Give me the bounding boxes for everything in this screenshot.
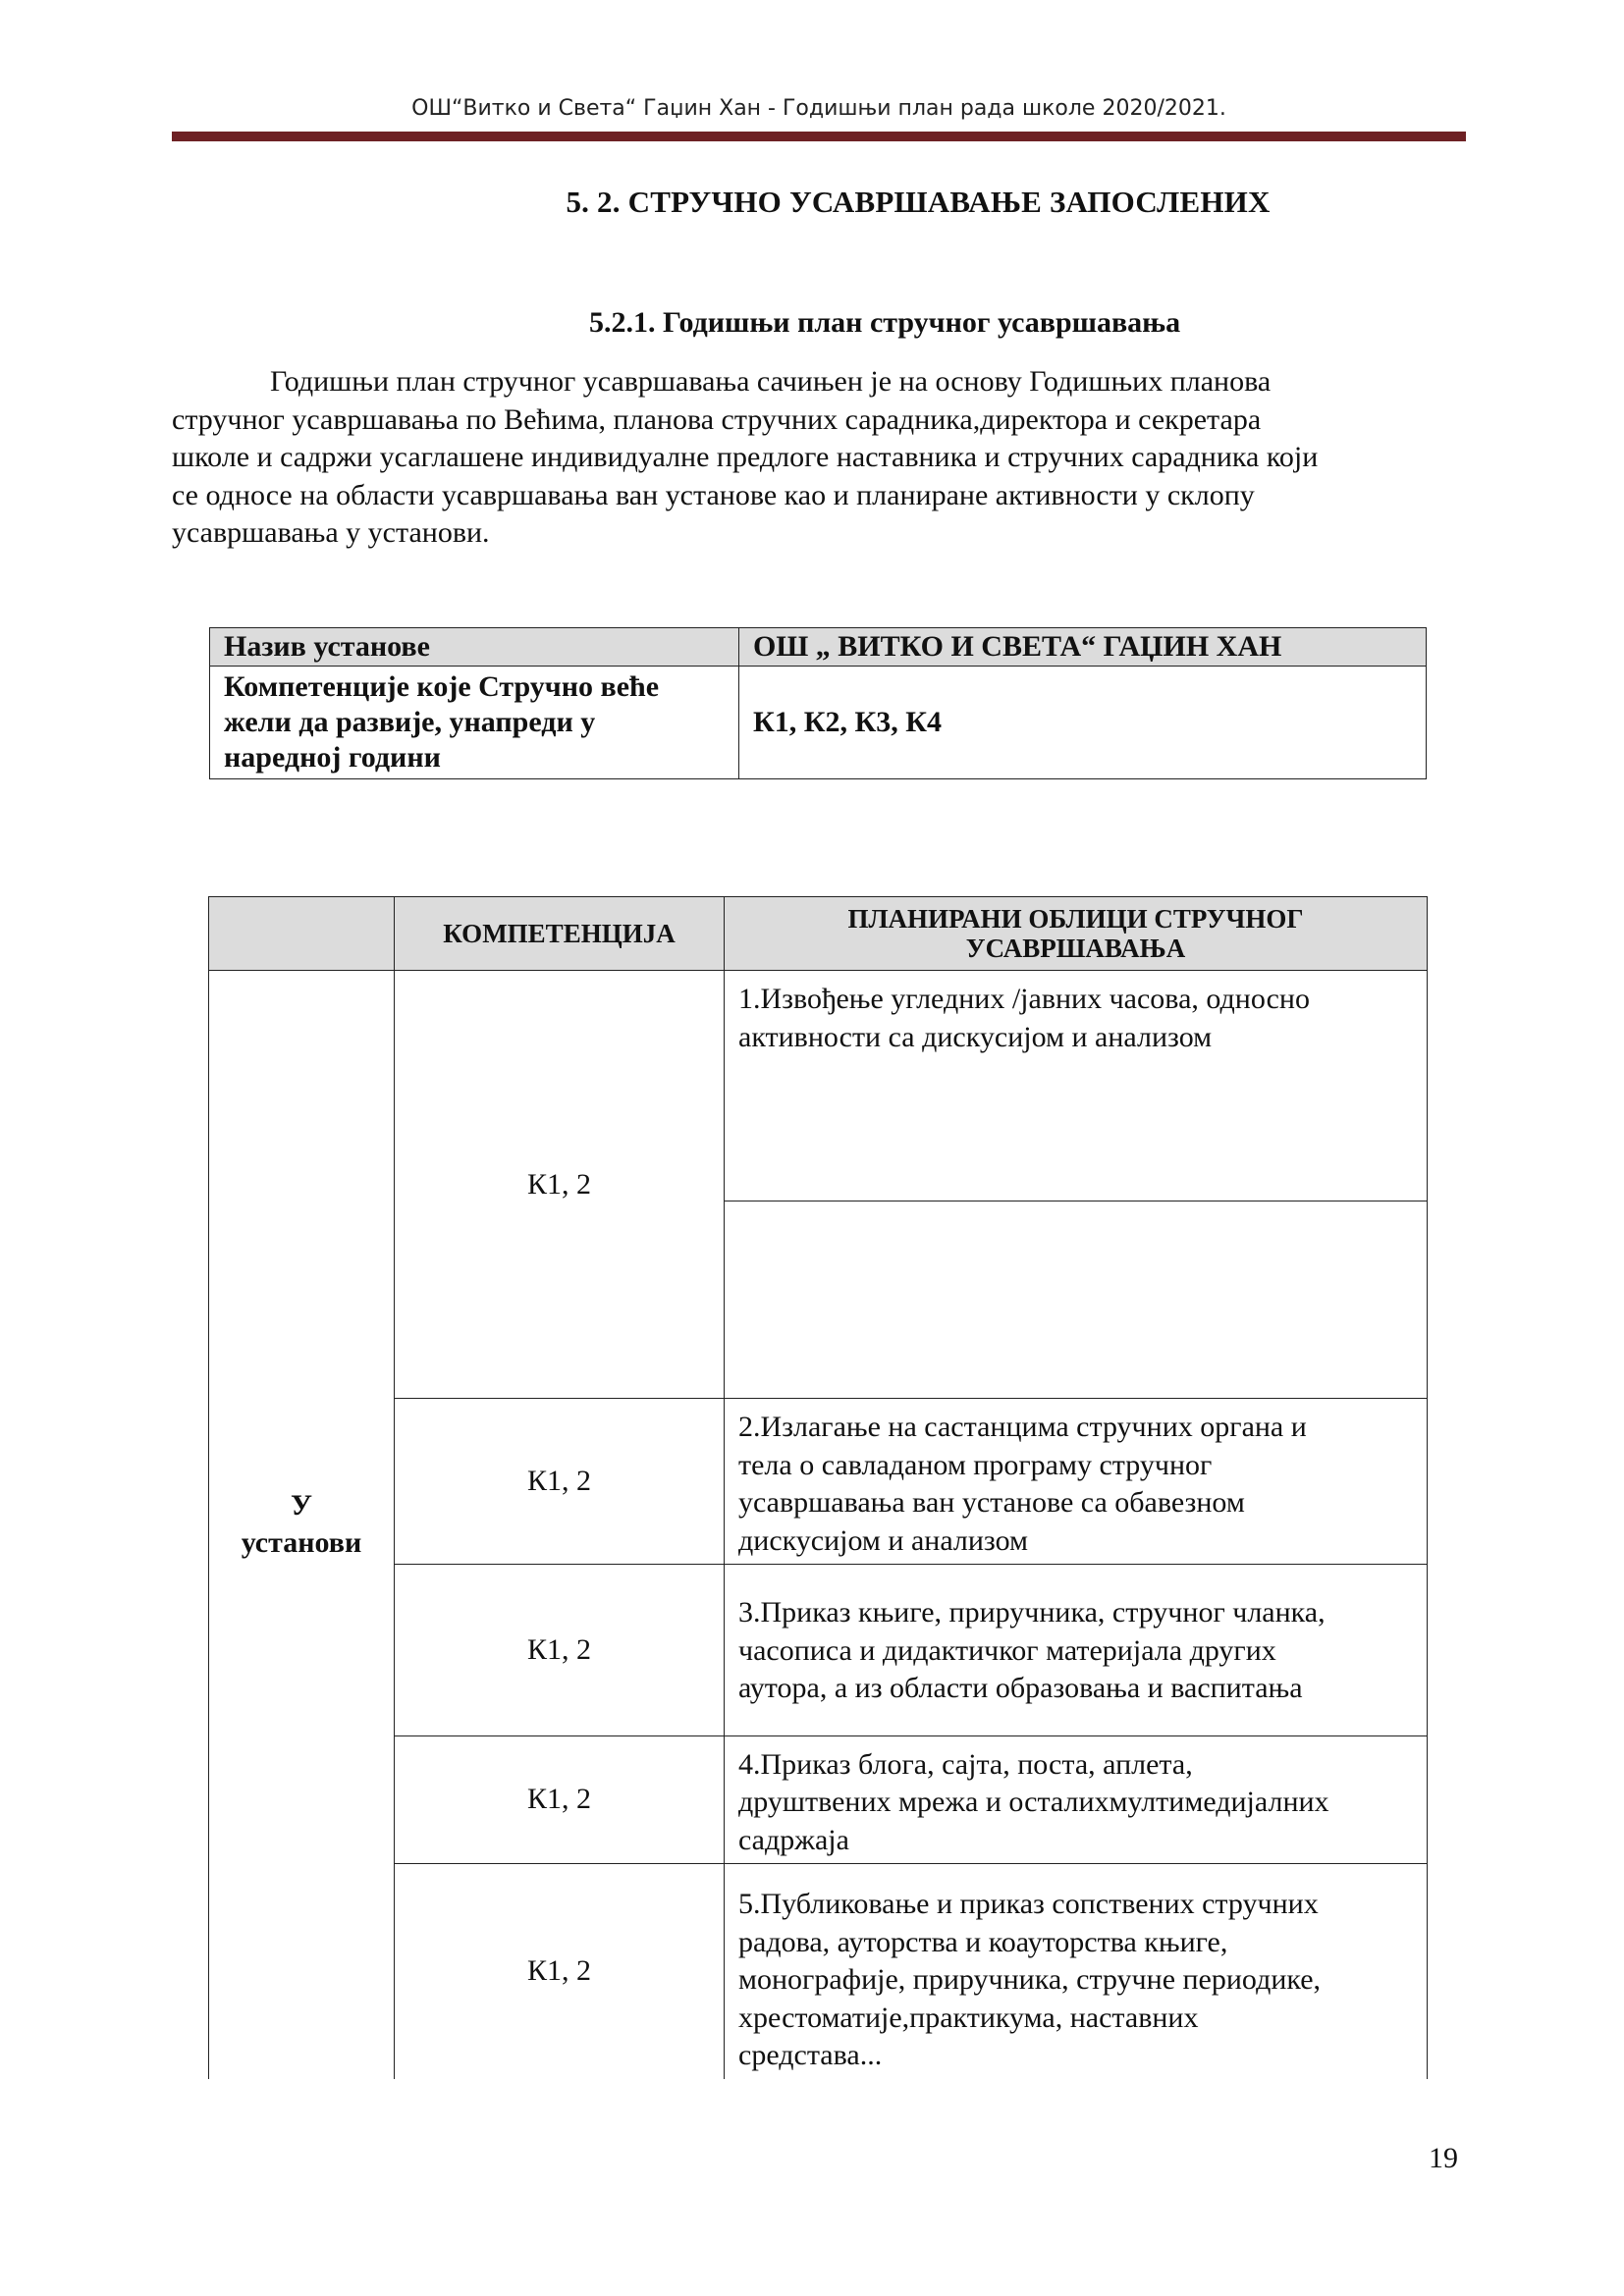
form-line: 5.Публиковање и приказ сопствених стручних (738, 1888, 1319, 1920)
competences-label-line: жели да развије, унапреди у (224, 706, 596, 738)
header-planned-forms-line: УСАВРШАВАЊА (965, 934, 1186, 963)
competence-cell: К1, 2 (395, 1864, 725, 2079)
form-line: часописа и дидактичког материјала других (738, 1633, 1276, 1667)
competences-label-line: Компетенције које Стручно веће (224, 670, 660, 703)
institution-name-value: ОШ „ ВИТКО И СВЕТА“ ГАЏИН ХАН (739, 628, 1427, 667)
empty-form-cell (725, 1201, 1428, 1399)
competences-value: К1, К2, К3, К4 (739, 667, 1427, 779)
form-line: радова, ауторства и коауторства књиге, (738, 1925, 1228, 1958)
table-header-row (209, 897, 1428, 971)
form-line: 2.Излагање на састанцима стручних органа и (738, 1411, 1307, 1443)
in-institution-label (209, 971, 395, 2079)
intro-line: усавршавања у установи. (172, 516, 490, 549)
intro-line: се односе на области усавршавања ван установе као и планиране активности у склопу (172, 478, 1255, 511)
section-title: 5. 2. СТРУЧНО УСАВРШАВАЊЕ ЗАПОСЛЕНИХ (566, 185, 1271, 219)
competence-cell: К1, 2 (395, 971, 725, 1399)
competence-cell: К1, 2 (395, 1735, 725, 1864)
form-line: садржаја (738, 1823, 849, 1856)
intro-line: школе и садржи усаглашене индивидуалне предлоге наставника и стручних сарадника који (172, 441, 1319, 473)
form-line: хрестоматије,практикума, наставних (738, 2001, 1199, 2034)
training-form-cell (725, 1735, 1428, 1864)
intro-line: Годишњи план стручног усавршавања сачињен је на основу Годишњих планова (270, 365, 1272, 398)
training-form-cell (725, 1864, 1428, 2079)
form-line: тела о савладаном програму стручног (738, 1448, 1213, 1481)
header-planned-forms (725, 897, 1428, 971)
page-number: 19 (1429, 2142, 1458, 2174)
training-form-cell (725, 971, 1428, 1201)
header-empty-cell (209, 897, 395, 971)
header-competence: КОМПЕТЕНЦИЈА (395, 897, 725, 971)
form-line: друштвених мрежа и осталихмултимедијалних (738, 1786, 1329, 1818)
side-label-line: У (290, 1489, 313, 1522)
form-line: дискусијом и анализом (738, 1523, 1029, 1557)
institution-name-label: Назив установе (210, 628, 739, 667)
header-planned-forms-line: ПЛАНИРАНИ ОБЛИЦИ СТРУЧНОГ (847, 904, 1304, 934)
header-rule (172, 132, 1466, 141)
institution-info-table (209, 627, 1427, 779)
training-plan-table (208, 896, 1428, 2079)
competence-cell: К1, 2 (395, 1565, 725, 1736)
competences-label-line: наредној години (224, 741, 441, 774)
table-row (210, 628, 1427, 667)
form-line: 4.Приказ блога, сајта, поста, аплета, (738, 1747, 1193, 1781)
intro-paragraph (172, 363, 1468, 553)
form-line: монографије, приручника, стручне периодике, (738, 1963, 1322, 1996)
form-line: аутора, а из области образовања и васпитања (738, 1672, 1303, 1704)
side-label-line: установи (241, 1526, 362, 1560)
form-line: активности са дискусијом и анализом (738, 1020, 1213, 1053)
form-line: усавршавања ван установе са обавезном (738, 1486, 1245, 1519)
training-form-cell (725, 1399, 1428, 1565)
form-line: 3.Приказ књиге, приручника, стручног чланка, (738, 1596, 1326, 1629)
table-row (209, 971, 1428, 1201)
training-form-cell (725, 1565, 1428, 1736)
subsection-title: 5.2.1. Годишњи план стручног усавршавања (589, 306, 1181, 339)
form-line: средстава... (738, 2039, 883, 2071)
competence-cell: К1, 2 (395, 1399, 725, 1565)
table-row (210, 667, 1427, 779)
intro-line: стручног усавршавања по Већима, планова стручних сарадника,директора и секретара (172, 402, 1262, 436)
running-header: ОШ“Витко и Света“ Гаџин Хан - Годишњи план рада школе 2020/2021. (411, 96, 1226, 121)
competences-label (210, 667, 739, 779)
form-line: 1.Извођење угледних /јавних часова, односно (738, 983, 1310, 1015)
